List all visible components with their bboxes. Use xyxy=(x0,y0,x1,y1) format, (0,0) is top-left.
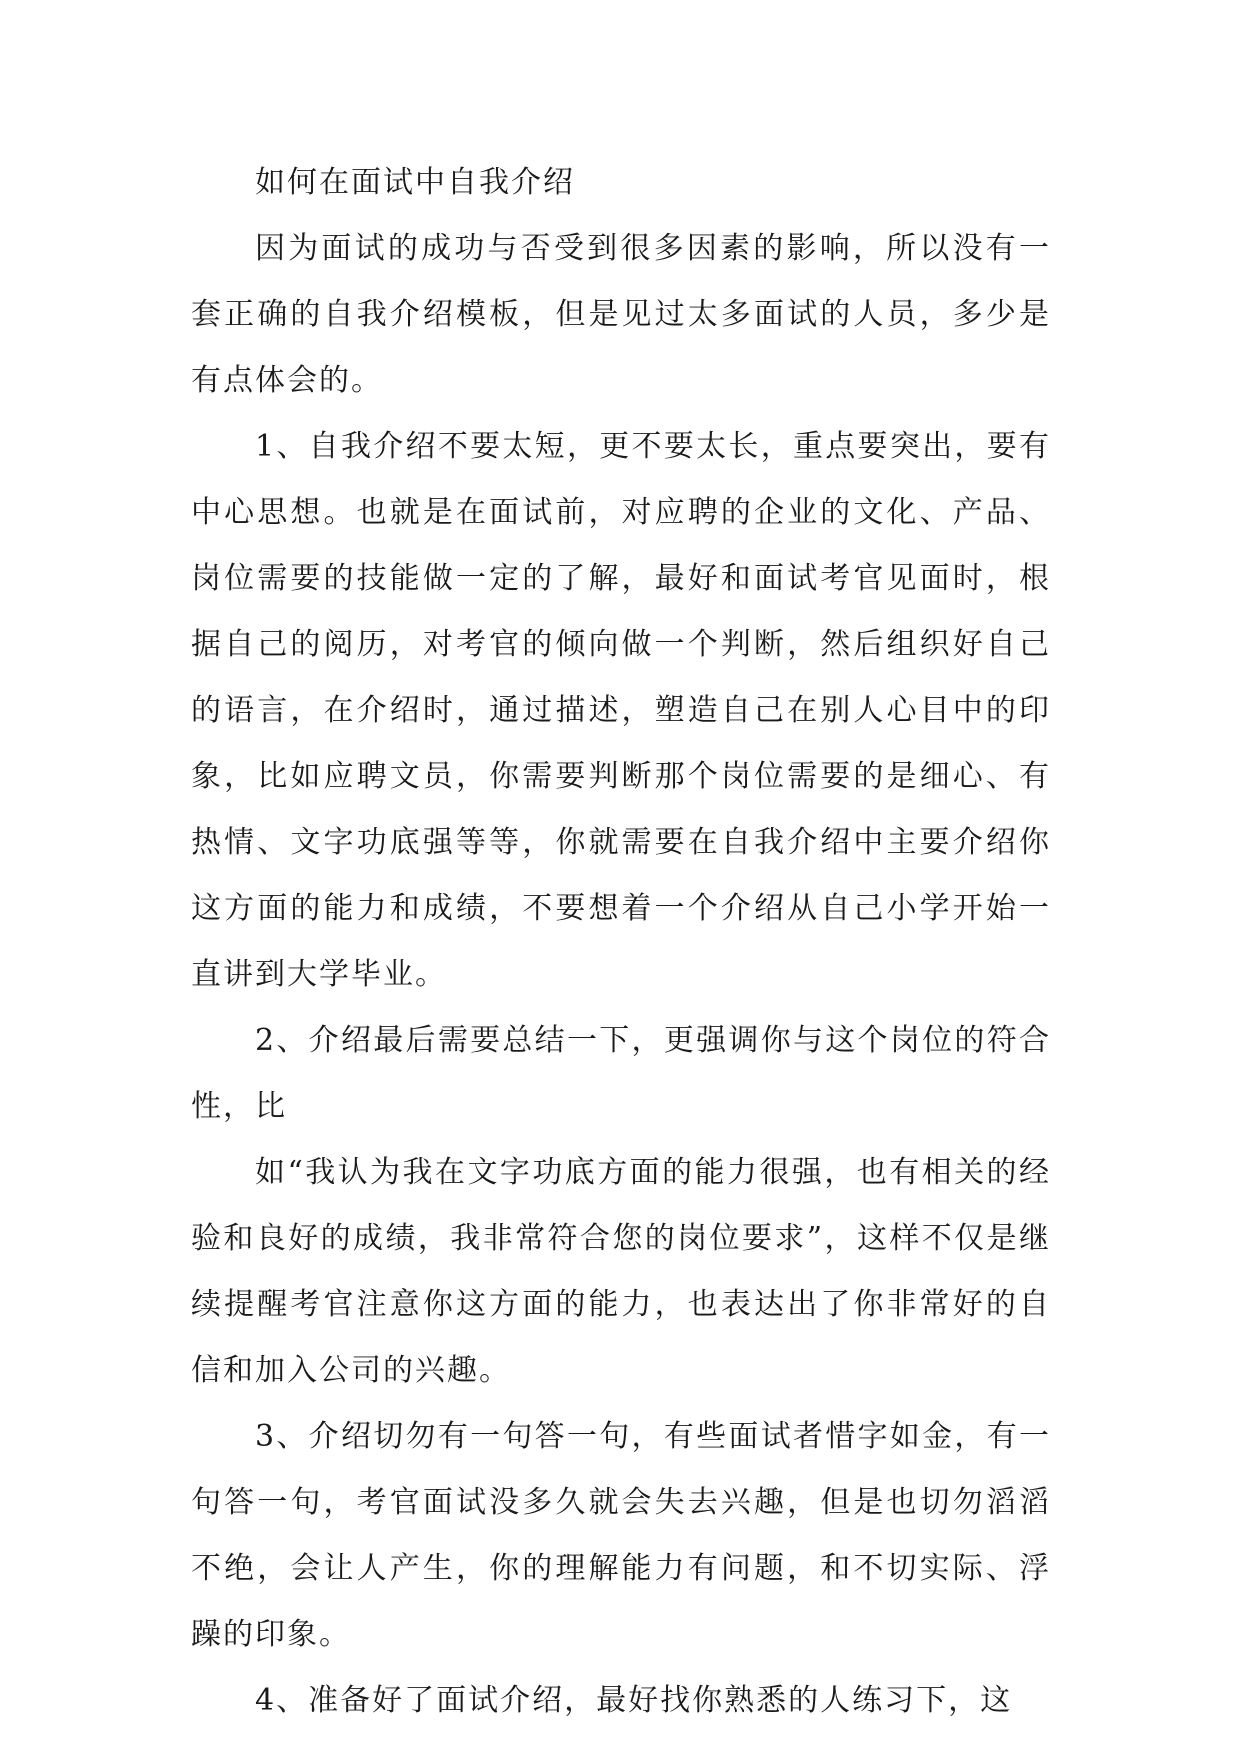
paragraph-point-3: 3、介绍切勿有一句答一句，有些面试者惜字如金，有一句答一句，考官面试没多久就会失去兴趣，但是也切勿滔滔不绝，会让人产生，你的理解能力有问题，和不切实际、浮躁的印象。 xyxy=(191,1419,1051,1652)
paragraph-point-4: 4、准备好了面试介绍，最好找你熟悉的人练习下，这 xyxy=(255,1683,1013,1718)
paragraph-point-2-continued: 如“我认为我在文字功底方面的能力很强，也有相关的经验和良好的成绩，我非常符合您的岗位要求”，这样不仅是继续提醒考官注意你这方面的能力，也表达出了你非常好的自信和加入公司的兴趣。 xyxy=(191,1155,1051,1388)
document-body xyxy=(191,150,1051,1734)
paragraph-point-1: 1、自我介绍不要太短，更不要太长，重点要突出，要有中心思想。也就是在面试前，对应聘的企业的文化、产品、岗位需要的技能做一定的了解，最好和面试考官见面时，根据自己的阅历，对考官的倾向做一个判断，然后组织好自己的语言，在介绍时，通过描述，塑造自己在别人心目中的印象，比如应聘文员，你需要判断那个岗位需要的是细心、有热情、文字功底强等等，你就需要在自我介绍中主要介绍你这方面的能力和成绩，不要想着一个介绍从自己小学开始一直讲到大学毕业。 xyxy=(191,429,1051,992)
paragraph-point-2: 2、介绍最后需要总结一下，更强调你与这个岗位的符合性，比 xyxy=(191,1023,1051,1124)
paragraph-intro: 因为面试的成功与否受到很多因素的影响，所以没有一套正确的自我介绍模板，但是见过太多面试的人员，多少是有点体会的。 xyxy=(191,231,1051,398)
document-title: 如何在面试中自我介绍 xyxy=(255,165,575,200)
